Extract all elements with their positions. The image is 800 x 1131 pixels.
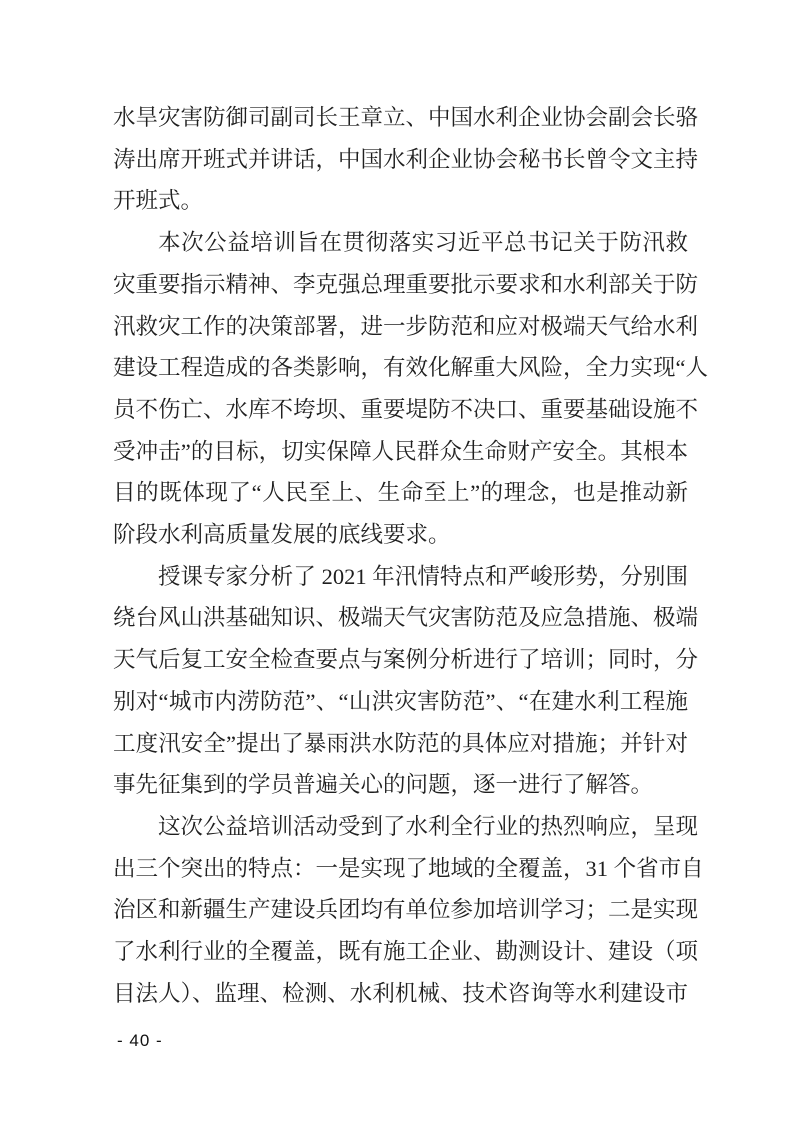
text-line: 目法人）、监理、检测、水利机械、技术咨询等水利建设市 (113, 980, 688, 1006)
text-line: 员不伤亡、水库不垮坝、重要堤防不决口、重要基础设施不 (113, 396, 699, 422)
text-line: 工度汛安全”提出了暴雨洪水防范的具体应对措施；并针对 (113, 730, 688, 756)
text-line: 阶段水利高质量发展的底线要求。 (113, 522, 451, 548)
text-line: 建设工程造成的各类影响，有效化解重大风险，全力实现“人 (113, 355, 708, 381)
text-line: 灾重要指示精神、李克强总理重要批示要求和水利部关于防 (113, 271, 699, 297)
page-number: - 40 - (117, 1031, 163, 1050)
text-line: 本次公益培训旨在贯彻落实习近平总书记关于防汛救 (158, 230, 688, 256)
text-line: 涛出席开班式并讲话，中国水利企业协会秘书长曾令文主持 (113, 146, 699, 172)
text-line: 这次公益培训活动受到了水利全行业的热烈响应，呈现 (158, 813, 699, 839)
text-line: 出三个突出的特点：一是实现了地域的全覆盖，31 个省市自 (113, 855, 704, 881)
text-line: 水旱灾害防御司副司长王章立、中国水利企业协会副会长骆 (113, 105, 699, 130)
text-line: 受冲击”的目标，切实保障人民群众生命财产安全。其根本 (113, 438, 688, 464)
text-line: 天气后复工安全检查要点与案例分析进行了培训；同时，分 (113, 647, 699, 673)
text-line: 了水利行业的全覆盖，既有施工企业、勘测设计、建设（项 (113, 939, 699, 965)
text-line: 授课专家分析了 2021 年汛情特点和严峻形势，分别围 (158, 563, 688, 589)
text-line: 汛救灾工作的决策部署，进一步防范和应对极端天气给水利 (113, 313, 699, 339)
text-line: 别对“城市内涝防范”、“山洪灾害防范”、“在建水利工程施 (113, 688, 688, 714)
text-line: 目的既体现了“人民至上、生命至上”的理念，也是推动新 (113, 480, 688, 506)
document-body (113, 97, 708, 1014)
text-line: 开班式。 (113, 188, 204, 214)
text-line: 事先征集到的学员普遍关心的问题，逐一进行了解答。 (113, 772, 654, 798)
text-line: 治区和新疆生产建设兵团均有单位参加培训学习；二是实现 (113, 897, 699, 923)
text-line: 绕台风山洪基础知识、极端天气灾害防范及应急措施、极端 (113, 605, 699, 631)
